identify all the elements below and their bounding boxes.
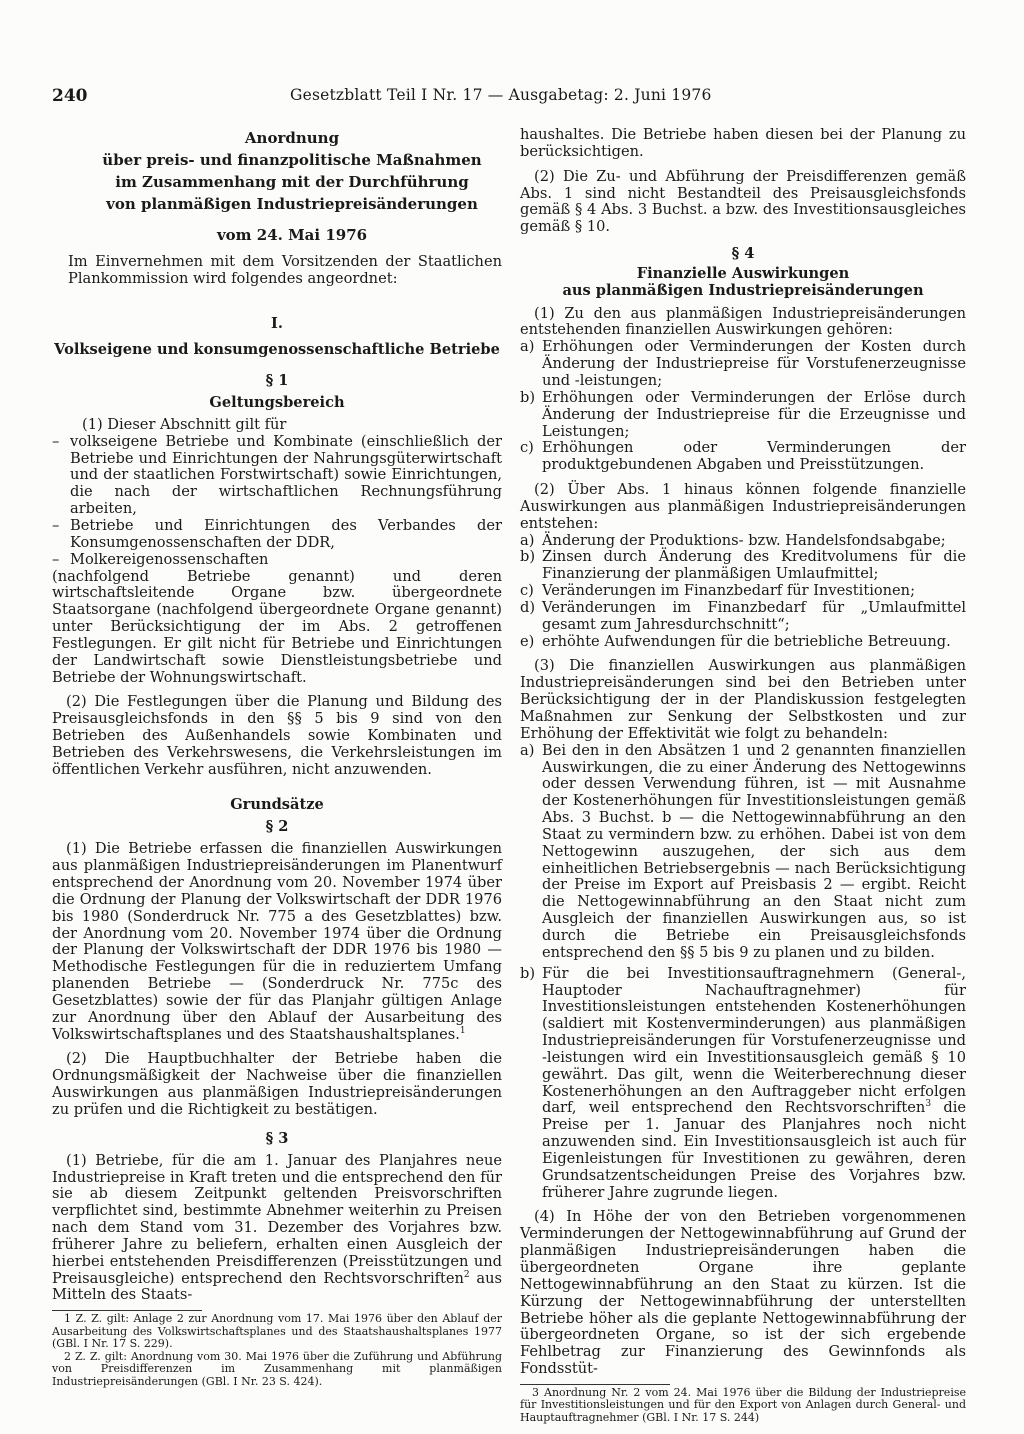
dash-item: – Molkereigenossenschaften	[52, 550, 269, 568]
header-title: Gesetzblatt Teil I Nr. 17 — Ausgabetag: 2. Juni 1976	[290, 86, 712, 104]
paragraph: (2) Die Zu- und Abführung der Preisdifferenzen gemäß Abs. 1 sind nicht Bestandteil des Preisausgleichsfonds gemäß § 4 Abs. 3 Buchst. a bzw. des Investitionsausgleiches gemäß § 10.	[520, 167, 966, 236]
list-item: e) erhöhte Aufwendungen für die betriebliche Betreuung.	[520, 632, 951, 650]
document-date: vom 24. Mai 1976	[216, 226, 368, 244]
paragraph: (1) Die Betriebe erfassen die finanziellen Auswirkungen aus planmäßigen Industriepreisänderungen im Planentwurf entsprechend der Anordnung vom 20. November 1974 über die Ordnung der Planung der Volkswirtschaft der DDR 1976 bis 1980 (Sonderdruck Nr. 775 a des Gesetzblattes) bzw. der Anordnung vom 20. November 1974 über die Ordnung der Planung der Volkswirtschaft der DDR 1976 bis 1980 — Methodische Festlegungen für die in reduziertem Umfang planenden Betriebe — (Sonderdruck Nr. 775c des Gesetzblattes) sowie der für das Planjahr gültigen Anlage zur Anordnung über den Ablauf der Ausarbeitung des Volkswirtschaftsplanes und des Staatshaushaltsplanes.$^1$	[52, 840, 502, 1043]
list-item: b) Erhöhungen oder Verminderungen der Erlöse durch Änderung der Industriepreise für die Erzeugnisse und Leistungen;	[520, 388, 966, 440]
paragraph: (4) In Höhe der von den Betrieben vorgenommenen Verminderungen der Nettogewinnabführung auf Grund der planmäßigen Industriepreisänderungen haben die übergeordneten Organe ihre geplante Nettogewinnabführung an den Staat zu kürzen. Ist die Kürzung der Nettogewinnabführung der unterstellten Betriebe höher als die geplante Nettogewinnabführung der übergeordneten Organe, so ist der sich ergebende Fehlbetrag zur Finanzierung des Gewinnfonds als Fondsstüt-	[520, 1208, 966, 1378]
right-column	[520, 127, 966, 1424]
title-line: im Zusammenhang mit der Durchführung	[115, 173, 469, 191]
section-number: § 2	[265, 818, 289, 836]
section-number: § 4	[731, 245, 755, 263]
part-title: Volkseigene und konsumgenossenschaftliche Betriebe	[54, 341, 500, 359]
intro-text: Im Einvernehmen mit dem Vorsitzenden der Staatlichen Plankommission wird folgendes angeordnet:	[68, 252, 502, 287]
dash-item: – volkseigene Betriebe und Kombinate (einschließlich der Betriebe und Einrichtungen der Nahrungsgüterwirtschaft und der staatlichen Forstwirtschaft) sowie Einrichtungen, die nach der wirtschaftlichen Rechnungsführung arbeiten,	[52, 432, 502, 518]
footnote-divider	[52, 1310, 202, 1311]
document-title	[82, 127, 502, 215]
footnote-divider	[520, 1384, 670, 1385]
list-item: c) Veränderungen im Finanzbedarf für Investitionen;	[520, 582, 915, 600]
section-title: aus planmäßigen Industriepreisänderungen	[562, 281, 924, 299]
list-item: a) Erhöhungen oder Verminderungen der Kosten durch Änderung der Industriepreise für Vorstufenerzeugnisse und -leistungen;	[520, 338, 966, 389]
footnote: 1 Z. Z. gilt: Anlage 2 zur Anordnung vom 17. Mai 1976 über den Ablauf der Ausarbeitung des Volkswirtschaftsplanes und des Staatshaushaltsplanes 1977 (GBl. I Nr. 17 S. 229).	[52, 1312, 502, 1351]
list-item: a) Änderung der Produktions- bzw. Handelsfondsabgabe;	[520, 531, 946, 549]
left-column	[52, 127, 502, 1388]
paragraph: (1) Dieser Abschnitt gilt für	[82, 415, 287, 433]
paragraph: (2) Über Abs. 1 hinaus können folgende finanzielle Auswirkungen aus planmäßigen Industriepreisänderungen entstehen:	[520, 481, 966, 532]
footnote: 3 Anordnung Nr. 2 vom 24. Mai 1976 über die Bildung der Industriepreise für Investitionsleistungen und für den Export von Anlagen durch General- und Hauptauftragnehmer (GBl. I Nr. 17 S. 244)	[520, 1385, 966, 1424]
paragraph: haushaltes. Die Betriebe haben diesen bei der Planung zu berücksichtigen.	[520, 126, 966, 160]
paragraph: (1) Betriebe, für die am 1. Januar des Planjahres neue Industriepreise in Kraft treten und die entsprechend den für sie ab diesem Zeitpunkt geltenden Preisvorschriften verpflichtet sind, bestimmte Abnehmer weiterhin zu Preisen nach dem Stand vom 31. Dezember des Vorjahres bzw. früherer Jahre zu beliefern, erhalten einen Ausgleich der hierbei entstehenden Preisdifferenzen (Preisstützungen und Preisausgleiche) entsprechend den Rechtsvorschriften$^2$ aus Mitteln des Staats-	[52, 1151, 503, 1304]
footnote-ref: 1	[459, 1025, 466, 1036]
list-item: b) Zinsen durch Änderung des Kreditvolumens für die Finanzierung der planmäßigen Umlaufmittel;	[520, 548, 966, 583]
page-header	[52, 86, 970, 110]
list-item: c) Erhöhungen oder Verminderungen der produktgebundenen Abgaben und Preisstützungen.	[520, 439, 966, 474]
heading: Grundsätze	[230, 795, 324, 813]
footnote-ref: 2	[463, 1269, 470, 1280]
paragraph: (2) Die Hauptbuchhalter der Betriebe haben die Ordnungsmäßigkeit der Nachweise über die finanziellen Auswirkungen aus planmäßigen Industriepreisänderungen zu prüfen und die Richtigkeit zu bestätigen.	[52, 1050, 502, 1118]
title-line: von planmäßigen Industriepreisänderungen	[106, 195, 478, 213]
footnote: 2 Z. Z. gilt: Anordnung vom 30. Mai 1976 über die Zuführung und Abführung von Preisdifferenzen im Zusammenhang mit planmäßigen Industriepreisänderungen (GBl. I Nr. 23 S. 424).	[52, 1349, 502, 1388]
list-item: a) Bei den in den Absätzen 1 und 2 genannten finanziellen Auswirkungen, die zu einer Änderung des Nettogewinns oder dessen Verwendung führen, ist — mit Ausnahme der Kostenerhöhungen für Investitionsleistungen gemäß Abs. 3 Buchst. b — die Nettogewinnabführung an den Staat zu vermindern bzw. zu erhöhen. Dabei ist von dem Nettogewinn auszugehen, der sich aus dem einheitlichen Betriebsergebnis — nach Berücksichtigung der Preise im Export auf Preisbasis 2 — ergibt. Reicht die Nettogewinnabführung an den Staat nicht zum Ausgleich der finanziellen Auswirkungen aus, so ist durch die Betriebe ein Preisausgleichsfonds entsprechend den §§ 5 bis 9 zu planen und zu bilden.	[520, 741, 966, 961]
paragraph: (2) Die Festlegungen über die Planung und Bildung des Preisausgleichsfonds in den §§ 5 bis 9 sind von den Betrieben des Außenhandels sowie Kombinaten und Betrieben des Verkehrswesens, die Verkehrsleistungen im öffentlichen Verkehr ausführen, nicht anzuwenden.	[52, 693, 502, 778]
section-title: Geltungsbereich	[209, 394, 345, 412]
dash-item: – Betriebe und Einrichtungen des Verbandes der Konsumgenossenschaften der DDR,	[52, 516, 502, 551]
page-number: 240	[52, 86, 88, 106]
list-item: d) Veränderungen im Finanzbedarf für „Umlaufmittel gesamt zum Jahresdurchschnitt“;	[520, 598, 966, 633]
footnote-ref: 3	[925, 1099, 932, 1110]
section-number: § 1	[265, 372, 289, 390]
section-title: Finanzielle Auswirkungen	[636, 264, 850, 282]
paragraph: (3) Die finanziellen Auswirkungen aus planmäßigen Industriepreisänderungen sind bei den Betrieben unter Berücksichtigung der in der Plandiskussion festgelegten Maßnahmen zur Senkung der Selbstkosten und zur Erhöhung der Effektivität wie folgt zu behandeln:	[520, 657, 966, 742]
paragraph: (1) Zu den aus planmäßigen Industriepreisänderungen entstehenden finanziellen Auswirkungen gehören:	[520, 304, 966, 339]
part-number: I.	[271, 314, 283, 332]
section-number: § 3	[265, 1129, 289, 1147]
title-line: über preis- und finanzpolitische Maßnahmen	[102, 151, 482, 169]
title-line: Anordnung	[244, 129, 340, 147]
paragraph: (nachfolgend Betriebe genannt) und deren wirtschaftsleitende Organe bzw. übergeordnete Staatsorgane (nachfolgend übergeordnete Organe genannt) unter Berücksichtigung der im Abs. 2 getroffenen Festlegungen. Er gilt nicht für Betriebe und Einrichtungen der Landwirtschaft sowie Dienstleistungsbetriebe und Betriebe der Wohnungswirtschaft.	[52, 567, 502, 686]
list-item: b) Für die bei Investitionsauftragnehmern (General-, Hauptoder Nachauftragnehmer) für Investitionsleistungen entstehenden Kostenerhöhungen (saldiert mit Kostenverminderungen) aus planmäßigen Industriepreisänderungen für Vorstufenerzeugnisse und -leistungen wird ein Investitionsausgleich gemäß § 10 gewährt. Das gilt, wenn die Weiterberechnung dieser Kostenerhöhungen an den Auftraggeber nicht erfolgen darf, weil entsprechend den Rechtsvorschriften$^3$ die Preise per 1. Januar des Planjahres noch nicht anzuwenden sind. Ein Investitionsausgleich ist auch für Eigenleistungen für Investitionen zu gewähren, deren Grundsatzentscheidungen Preise des Vorjahres bzw. früherer Jahre zugrunde liegen.	[520, 964, 966, 1201]
